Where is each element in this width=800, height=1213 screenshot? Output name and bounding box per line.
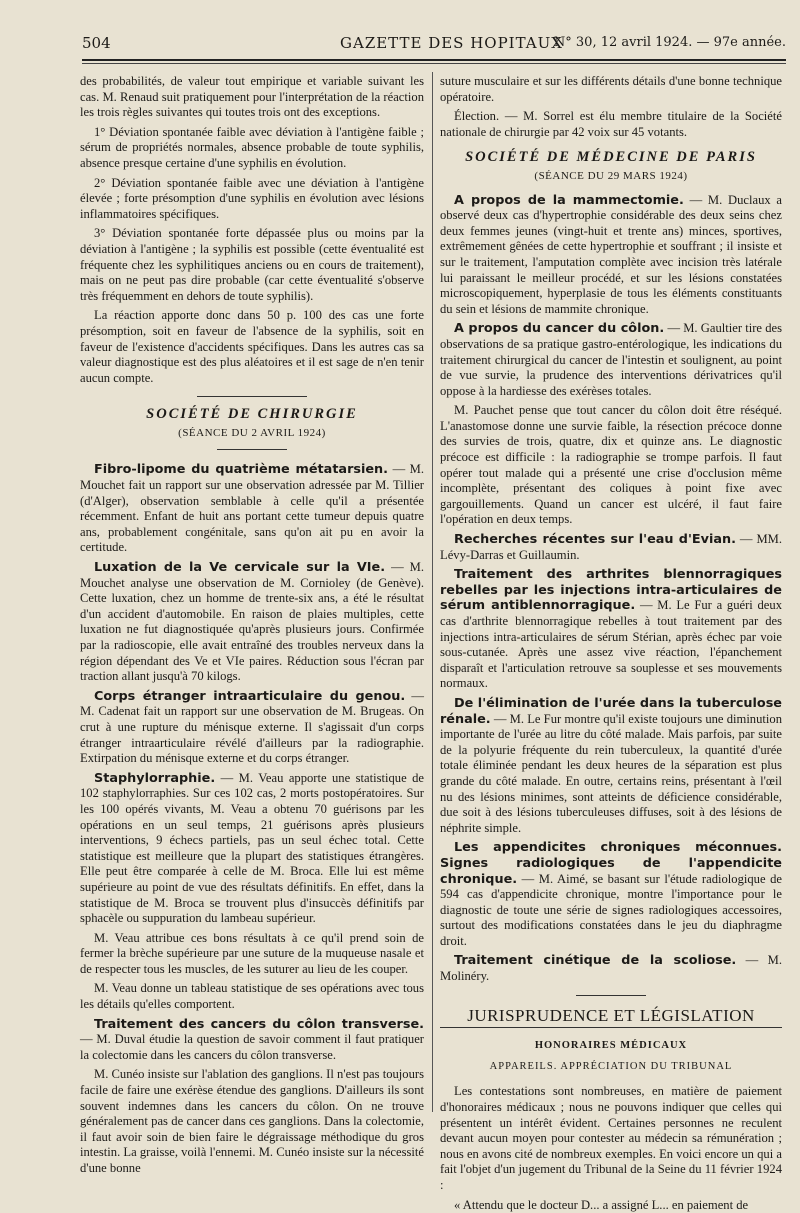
paragraph: M. Cunéo insiste sur l'ablation des ganglions. Il n'est pas toujours facile de faire une exérèse étendue des ganglions. D'ailleurs ils sont souvent indemnes dans les cancers du côlon. On ne trouve généralement pas de cancer dans ces ganglions. Dans la colectomie, il faut avoir soin de bien faire le dégraissage méthodique du gros intestin. La graisse, voilà l'ennemi. M. Cunéo insiste sur la nécessité d'une bonne xyxy=(80,1067,424,1175)
issue-date: N° 30, 12 avril 1924. — 97e année. xyxy=(553,35,786,50)
seance-date: (SÉANCE DU 2 AVRIL 1924) xyxy=(178,426,326,439)
page-header xyxy=(82,34,786,56)
article xyxy=(440,953,782,984)
article xyxy=(440,840,782,949)
article-heading: Luxation de la Ve cervicale sur la VIe. xyxy=(94,560,386,576)
right-column xyxy=(440,74,782,1212)
article xyxy=(80,560,424,685)
paragraph: M. Pauchet pense que tout cancer du côlon doit être réséqué. L'anastomose donne une survie faible, la résection précoce donne des survies de trois, quatre, dix et quinze ans. Le diagnostic précoce est difficile : la radiographie se trompe parfois. Il faut opérer tout malade qui a présenté une crise d'occlusion même incomplète, présentant des coliques à point fixe avec gargouillements. Quand un cancer est ulcéré, il faut faire l'opération en deux temps. xyxy=(440,403,782,527)
page-number: 504 xyxy=(82,34,111,52)
article-heading: Les appendicites chroniques méconnues. Signes radiologiques de l'appendicite chronique. xyxy=(440,840,782,887)
article-heading: Corps étranger intraarticulaire du genou. xyxy=(94,688,406,704)
article-body: — M. Mouchet fait un rapport sur une observation adressée par M. Tillier (d'Alger), observation semblable à celle qu'il a présentée récemment. Enfant de huit ans portant cette tumeur depuis quatre ans, probablement congénitale, sans qu'on ait pu en avoir la certitude. xyxy=(80,462,425,555)
header-rule xyxy=(82,59,786,61)
paragraph: 3° Déviation spontanée forte dépassée plus ou moins par la déviation à l'antigène ; la syphilis est possible (cette éventualité est fréquente chez les syphilitiques anciens ou en cours de traitement), mais on ne peut pas dire probable (car cette éventualité s'observe très fréquemment en dehors de toute syphilis). xyxy=(80,226,424,303)
article-body: — M. Duval étudie la question de savoir comment il faut pratiquer la colectomie dans les cancers du côlon transverse. xyxy=(80,1032,424,1062)
section-rule-small xyxy=(576,995,646,996)
article-heading: A propos de la mammectomie. xyxy=(454,192,684,208)
article xyxy=(80,689,424,767)
journal-title: GAZETTE DES HOPITAUX xyxy=(340,34,563,52)
article xyxy=(440,532,782,563)
paragraph: La réaction apporte donc dans 50 p. 100 des cas une forte présomption, soit en faveur de l'absence de la syphilis, soit en faveur de l'existence d'accidents spécifiques. Dans les autres cas sa valeur diagnostique est des plus aléatoires et il est sage de n'en tenir aucun compte. xyxy=(80,308,424,385)
article-body: — M. Cadenat fait un rapport sur une observation de M. Brugeas. On crut à une rupture du ménisque externe. Il s'agissait d'un corps étranger intraarticulaire révélé d'ailleurs par la radiographie. Extirpation du ménisque externe et du corps étranger. xyxy=(80,688,424,766)
article xyxy=(80,1017,424,1064)
paragraph: Les contestations sont nombreuses, en matière de paiement d'honoraires médicaux ; nous ne pouvons indiquer que celles qui présentent un intérêt évident. Certaines personnes ne reculent devant aucun moyen pour contester au médecin sa rémunération ; nous en avons cité de nombreux exemples. En voici encore un qui a fait l'objet d'un jugement du Tribunal de la Seine du 11 février 1924 : xyxy=(440,1084,782,1192)
paragraph: 2° Déviation spontanée faible avec une déviation à l'antigène élevée ; forte présomption d'une syphilis en évolution avec lésions inflammatoires spécifiques. xyxy=(80,175,424,221)
article-body: — MM. Lévy-Darras et Guillaumin. xyxy=(440,532,782,562)
article xyxy=(80,771,424,927)
article-body: — M. Gaultier tire des observations de sa pratique gastro-entérologique, les indications du traitement chirurgical du cancer de l'intestin et soulignent, au point de vue survie, la prudence des interventions dérivatrices qu'il oppose à la hardiesse des exérèses totales. xyxy=(440,321,782,398)
paragraph: M. Veau attribue ces bons résultats à ce qu'il prend soin de fermer la brèche supérieure par une suture de la muqueuse nasale et de respecter tous les muscles, de les suturer au lieu de les couper. xyxy=(80,930,424,976)
article xyxy=(440,321,782,399)
article-heading: De l'élimination de l'urée dans la tuberculose rénale. xyxy=(440,695,782,727)
subsection-subtitle: APPAREILS. APPRÉCIATION DU TRIBUNAL xyxy=(489,1060,733,1072)
section-title-chirurgie: SOCIÉTÉ DE CHIRURGIE xyxy=(146,406,358,423)
article-heading: Traitement des cancers du côlon transverse. xyxy=(94,1016,424,1032)
paragraph: des probabilités, de valeur tout empirique et variable suivant les cas. M. Renaud suit pratiquement pour l'interprétation de la réaction les trois règles suivantes qui toutes trois ont des exceptions. xyxy=(80,74,424,120)
article-body: — M. Molinéry. xyxy=(440,953,782,984)
section-title-jurisprudence: JURISPRUDENCE ET LÉGISLATION xyxy=(467,1005,755,1025)
article xyxy=(440,696,782,836)
paragraph: Élection. — M. Sorrel est élu membre titulaire de la Société nationale de chirurgie par 42 voix sur 45 votants. xyxy=(440,109,782,139)
article xyxy=(80,462,424,556)
section-rule-small xyxy=(217,449,287,450)
article-heading: Fibro-lipome du quatrième métatarsien. xyxy=(94,462,389,478)
article-body: — M. Duclaux a observé deux cas d'hypertrophie considérable des deux seins chez deux femmes jeunes (vingt-huit et trente ans) minces, sportives, extrêmement gênées de cette hypertrophie et souffrant ; il insiste et sur le traitement, l'amputation complète avec incision très latérale lui paraissant le meilleur procédé, et sur les lésions constatées microscopiquement, hyperplasie de tous les éléments constituants du sein et lésions de mammite chronique. xyxy=(440,192,782,316)
paragraph: M. Veau donne un tableau statistique de ses opérations avec tous les détails qu'elles comportent. xyxy=(80,981,424,1012)
article-body: — M. Le Fur montre qu'il existe toujours une diminution importante de l'urée au litre du côté malade. Mais parfois, par suite de la polyurie fréquente du rein tuberculeux, la quantité d'urée totale éliminée pendant les deux heures de la séparation est plus grande du côté malade. En outre, certains reins, présentant à l'œil nu des lésions minimes, sont atteints de déficience considérable, due soit à des lésions tuberculeuses diffuses, soit à des lésions de néphrite simple. xyxy=(440,711,782,835)
article-heading: Traitement des arthrites blennorragiques rebelles par les injections intra-articulaires de sérum antiblennorragique. xyxy=(440,567,782,614)
paragraph: suture musculaire et sur les différents détails d'une bonne technique opératoire. xyxy=(440,74,782,104)
section-title-medecine: SOCIÉTÉ DE MÉDECINE DE PARIS xyxy=(465,149,757,166)
article-body: — M. Le Fur a guéri deux cas d'arthrite blennorragique rebelles à tout traitement par des injections intra-articulaires de sérum Stérian, après échec par voie sous-cutanée. Après une assez vive réaction, l'épanchement disparaît et l'articulation retrouve sa souplesse et ses mouvements normaux. xyxy=(440,598,782,691)
article xyxy=(440,193,782,318)
article-heading: Traitement cinétique de la scoliose. xyxy=(454,953,737,969)
column-divider xyxy=(432,72,433,1112)
seance-date: (SÉANCE DU 29 MARS 1924) xyxy=(534,169,688,182)
paragraph: 1° Déviation spontanée faible avec déviation à l'antigène faible ; sérum de propriétés normales, absence probable de toute syphilis, absence presque certaine d'une syphilis en évolution. xyxy=(80,124,424,170)
article-body: — M. Aimé, se basant sur l'étude radiologique de 594 cas d'appendicite chronique, montre l'importance pour le diagnostic de toute une série de signes radiologiques accessoires, surtout des modifications constatées dans le jeu du diaphragme droit. xyxy=(440,871,782,948)
article-heading: A propos du cancer du côlon. xyxy=(454,321,665,337)
article-body: — M. Veau apporte une statistique de 102 staphylorraphies. Sur ces 102 cas, 2 morts postopératoires. Sur les 100 opérés vivants, M. Veau a obtenu 70 guérisons par les opérations en un seul temps, 21 guérisons après plusieurs interventions, 9 échecs partiels, pas un seul échec total. Cette statistique est meilleure que la plupart des statistiques étrangères. Elle peut être comparée à celle de M. Broca. Elle lui est même supérieure au point de vue des résultats définitifs. En effet, dans la statistique de M. Broca se trouvent plus d'insuccès définitifs par sphacèle ou suppuration du lambeau supérieur. xyxy=(80,770,424,926)
article-heading: Recherches récentes sur l'eau d'Evian. xyxy=(454,532,736,548)
section-rule xyxy=(440,1027,782,1028)
paragraph: « Attendu que le docteur D... a assigné L... en paiement de xyxy=(454,1197,749,1212)
header-rule-thin xyxy=(82,63,786,64)
article xyxy=(440,567,782,692)
left-column xyxy=(80,74,425,1175)
section-rule xyxy=(197,396,307,397)
subsection-title: HONORAIRES MÉDICAUX xyxy=(534,1040,688,1052)
article-body: — M. Mouchet analyse une observation de M. Cornioley (de Genève). Cette luxation, chez un homme de trente-six ans, a été le résultat d'un accident d'automobile. En raison de plaies multiples, cette luxation ne fut diagnostiquée qu'après plusieurs jours. Confirmée par la radioscopie, elle avait entraîné des troubles nerveux dans la région dépendant des Ve et VIe paires. Réduction sous l'écran par traction allant jusqu'à 70 kilogs. xyxy=(80,560,425,684)
article-heading: Staphylorraphie. xyxy=(94,770,216,786)
